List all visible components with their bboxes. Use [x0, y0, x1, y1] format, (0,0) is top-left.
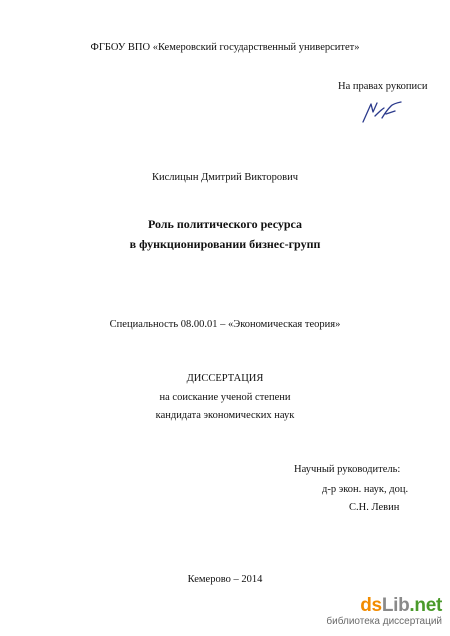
dissertation-title-line2: в функционировании бизнес-групп [129, 237, 321, 251]
dissertation-heading: ДИССЕРТАЦИЯ [186, 373, 264, 384]
specialty: Специальность 08.00.01 – «Экономическая теория» [109, 319, 341, 330]
author-name: Кислицын Дмитрий Викторович [152, 172, 298, 183]
dissertation-title-line1: Роль политического ресурса [147, 217, 303, 231]
supervisor-name: С.Н. Левин [349, 502, 400, 513]
watermark-logo [360, 596, 442, 616]
logo-part-lib: Lib [381, 595, 410, 616]
signature-image [360, 100, 408, 126]
logo-part-ds: ds [360, 595, 382, 616]
supervisor-label: Научный руководитель: [294, 464, 401, 475]
supervisor-degree: д-р экон. наук, доц. [322, 484, 409, 495]
organization-header: ФГБОУ ВПО «Кемеровский государственный университет» [90, 42, 360, 53]
manuscript-rights-label: На правах рукописи [338, 81, 428, 92]
dslib-watermark[interactable] [326, 596, 442, 630]
degree-line2: кандидата экономических наук [155, 410, 295, 421]
city-year: Кемерово – 2014 [187, 574, 263, 585]
degree-line1: на соискание ученой степени [159, 392, 291, 403]
watermark-subtitle: библиотека диссертаций [326, 616, 442, 627]
logo-part-net: .net [409, 595, 442, 616]
